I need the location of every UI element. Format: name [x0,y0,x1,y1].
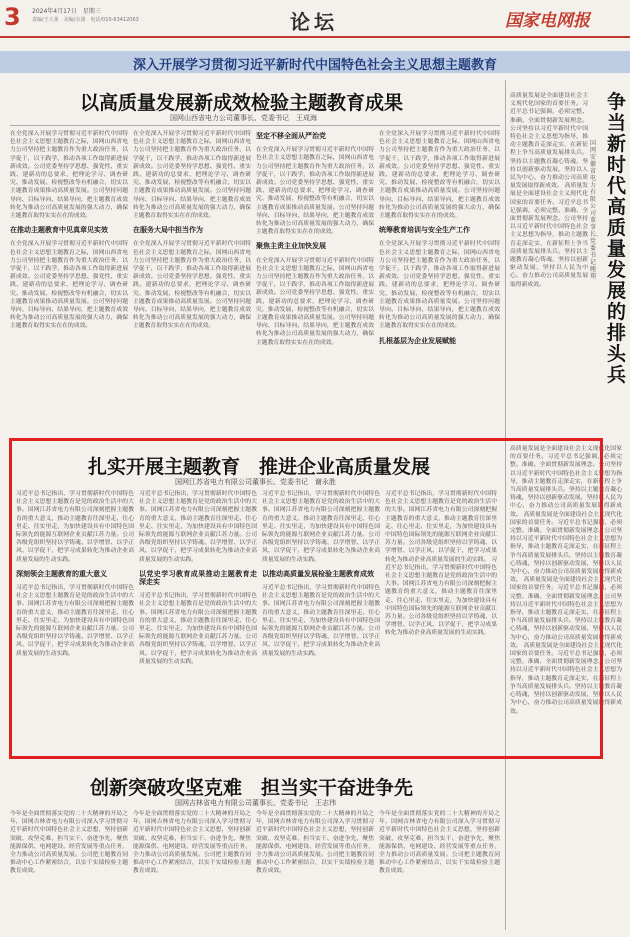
article3-column-3: 今年是全面贯彻落实党的二十大精神的开局之年，国网吉林省电力有限公司深入学习贯彻习近平新时代中国特色社会主义思想，坚持创新突破、攻坚克难，担当实干、奋进争先，聚焦能源保供、电网建设、经营发展等重点任务，全力推动公司高质量发展。公司把主题教育同推动中心工作紧密结合，以实干实绩检验主题教育成效。 [256,811,374,875]
article2-column-4: 习近平总书记指出，学习贯彻新时代中国特色社会主义思想主题教育是党的政治生活中的大事。国网江苏省电力有限公司深刻把握主题教育的重大意义，推动主题教育往深里走、往心里走、往实里走，为加快建设具有中国特色国际领先的能源互联网企业贡献江苏力量。公司各级党组织坚持以学铸魂、以学增智、以学正风、以学促干，把学习成果转化为推动企业高质量发展的生动实践。 习近平总书记指出，学习贯彻新时代中国特色社会主义思想主题教育是党的政治生活中的大事。国网江苏省电力有限公司深刻把握主题教育的重大意义，推动主题教育往深里走、往心里走、往实里走，为加快建设具有中国特色国际领先的能源互联网企业贡献江苏力量。公司各级党组织坚持以学铸魂、以学增智、以学正风、以学促干，把学习成果转化为推动企业高质量发展的生动实践。 [385,491,497,637]
newspaper-logo: 国家电网报 [505,11,590,31]
article2-column-3: 习近平总书记指出，学习贯彻新时代中国特色社会主义思想主题教育是党的政治生活中的大事。国网江苏省电力有限公司深刻把握主题教育的重大意义，推动主题教育往深里走、往心里走、往实里走，为加快建设具有中国特色国际领先的能源互联网企业贡献江苏力量。公司各级党组织坚持以学铸魂、以学增智、以学正风、以学促干，把学习成果转化为推动企业高质量发展的生动实践。 以推动高质量发展检验主题教育成效 习近平总书记指出，学习贯彻新时代中国特色社会主义思想主题教育是党的政治生活中的大事。国网江苏省电力有限公司深刻把握主题教育的重大意义，推动主题教育往深里走、往心里走、往实里走，为加快建设具有中国特色国际领先的能源互联网企业贡献江苏力量。公司各级党组织坚持以学铸魂、以学增智、以学正风、以学促干，把学习成果转化为推动企业高质量发展的生动实践。 [262,491,380,657]
article2-subhead: 以党史学习教育成果推动主题教育走深走实 [139,568,257,587]
article1-subhead: 坚定不移全面从严治党 [256,131,326,140]
article1-subhead: 扎根基层为企业发展赋能 [379,335,456,345]
article2-subhead: 深刻领会主题教育的重大意义 [16,568,107,578]
article3-column-1: 今年是全面贯彻落实党的二十大精神的开局之年，国网吉林省电力有限公司深入学习贯彻习近平新时代中国特色社会主义思想，坚持创新突破、攻坚克难，担当实干、奋进争先，聚焦能源保供、电网建设、经营发展等重点任务，全力推动公司高质量发展。公司把主题教育同推动中心工作紧密结合，以实干实绩检验主题教育成效。 [10,811,128,875]
sidebar-title: 争当新时代高质量发展的排头兵 [607,91,627,386]
article1-byline: 国网山西省电力公司董事长、党委书记 王成海 [170,114,317,122]
article1-column-2: 在全党深入开展学习贯彻习近平新时代中国特色社会主义思想主题教育之际，国网山西省电力公司坚持把主题教育作为重大政治任务，以学促干，以干践学，推动各项工作取得新进展新成效。公司党委坚持学思想、强党性、重实践、建新功的总要求，把理论学习、调查研究、推动发展、检视整改等有机融合，切实以主题教育成果推动高质量发展。公司坚持问题导向、目标导向、结果导向，把主题教育成效转化为推动公司高质量发展的强大动力，确保主题教育取得实实在在的成效。 在服务大局中担当作为 在全党深入开展学习贯彻习近平新时代中国特色社会主义思想主题教育之际，国网山西省电力公司坚持把主题教育作为重大政治任务，以学促干，以干践学，推动各项工作取得新进展新成效。公司党委坚持学思想、强党性、重实践、建新功的总要求，把理论学习、调查研究、推动发展、检视整改等有机融合，切实以主题教育成果推动高质量发展。公司坚持问题导向、目标导向、结果导向，把主题教育成效转化为推动公司高质量发展的强大动力，确保主题教育取得实实在在的成效。 [133,131,251,330]
article3-column-4: 今年是全面贯彻落实党的二十大精神的开局之年，国网吉林省电力有限公司深入学习贯彻习近平新时代中国特色社会主义思想，坚持创新突破、攻坚克难，担当实干、奋进争先，聚焦能源保供、电网建设、经营发展等重点任务，全力推动公司高质量发展。公司把主题教育同推动中心工作紧密结合，以实干实绩检验主题教育成效。 [379,811,500,875]
article3-column-2: 今年是全面贯彻落实党的二十大精神的开局之年，国网吉林省电力有限公司深入学习贯彻习近平新时代中国特色社会主义思想，坚持创新突破、攻坚克难，担当实干、奋进争先，聚焦能源保供、电网建设、经营发展等重点任务，全力推动公司高质量发展。公司把主题教育同推动中心工作紧密结合，以实干实绩检验主题教育成效。 [133,811,251,875]
sidebar-byline: 国网安徽省电力有限公司董事长、党委书记 鲍翔 [590,140,603,280]
editor-info: 责编/王大莱 美编/余潇 电话/010-63412063 [32,17,139,23]
banner-text: 深入开展学习贯彻习近平新时代中国特色社会主义思想主题教育 [132,58,497,73]
divider [10,125,500,126]
article3-title: 创新突破攻坚克难 担当实干奋进争先 [90,777,414,799]
sidebar-column-2: 高质量发展是全面建设社会主义现代化国家的首要任务。习近平总书记强调，必须完整、准确、全面贯彻新发展理念。公司坚持以习近平新时代中国特色社会主义思想为指导，推动主题教育走深走实，在新征程上争当高质量发展排头兵。坚持以主题教育凝心铸魂，坚持以创新驱动发展，坚持以人民为中心，奋力推动公司高质量发展取得新成效。 高质量发展是全面建设社会主义现代化国家的首要任务。习近平总书记强调，必须完整、准确、全面贯彻新发展理念。公司坚持以习近平新时代中国特色社会主义思想为指导，推动主题教育走深走实，在新征程上争当高质量发展排头兵。坚持以主题教育凝心铸魂，坚持以创新驱动发展，坚持以人民为中心，奋力推动公司高质量发展取得新成效。 高质量发展是全面建设社会主义现代化国家的首要任务。习近平总书记强调，必须完整、准确、全面贯彻新发展理念。公司坚持以习近平新时代中国特色社会主义思想为指导，推动主题教育走深走实，在新征程上争当高质量发展排头兵。坚持以主题教育凝心铸魂，坚持以创新驱动发展，坚持以人民为中心，奋力推动公司高质量发展取得新成效。 高质量发展是全面建设社会主义现代化国家的首要任务。习近平总书记强调，必须完整、准确、全面贯彻新发展理念。公司坚持以习近平新时代中国特色社会主义思想为指导，推动主题教育走深走实，在新征程上争当高质量发展排头兵。坚持以主题教育凝心铸魂，坚持以创新驱动发展，坚持以人民为中心，奋力推动公司高质量发展取得新成效。 [510,446,622,715]
article2-column-2: 习近平总书记指出，学习贯彻新时代中国特色社会主义思想主题教育是党的政治生活中的大事。国网江苏省电力有限公司深刻把握主题教育的重大意义，推动主题教育往深里走、往心里走、往实里走，为加快建设具有中国特色国际领先的能源互联网企业贡献江苏力量。公司各级党组织坚持以学铸魂、以学增智、以学正风、以学促干，把学习成果转化为推动企业高质量发展的生动实践。 以党史学习教育成果推动主题教育走深走实 习近平总书记指出，学习贯彻新时代中国特色社会主义思想主题教育是党的政治生活中的大事。国网江苏省电力有限公司深刻把握主题教育的重大意义，推动主题教育往深里走、往心里走、往实里走，为加快建设具有中国特色国际领先的能源互联网企业贡献江苏力量。公司各级党组织坚持以学铸魂、以学增智、以学正风、以学促干，把学习成果转化为推动企业高质量发展的生动实践。 [139,491,257,665]
article1-column-1: 在全党深入开展学习贯彻习近平新时代中国特色社会主义思想主题教育之际，国网山西省电力公司坚持把主题教育作为重大政治任务，以学促干，以干践学，推动各项工作取得新进展新成效。公司党委坚持学思想、强党性、重实践、建新功的总要求，把理论学习、调查研究、推动发展、检视整改等有机融合，切实以主题教育成果推动高质量发展。公司坚持问题导向、目标导向、结果导向，把主题教育成效转化为推动公司高质量发展的强大动力，确保主题教育取得实实在在的成效。 在推动主题教育中见真章见实效 在全党深入开展学习贯彻习近平新时代中国特色社会主义思想主题教育之际，国网山西省电力公司坚持把主题教育作为重大政治任务，以学促干，以干践学，推动各项工作取得新进展新成效。公司党委坚持学思想、强党性、重实践、建新功的总要求，把理论学习、调查研究、推动发展、检视整改等有机融合，切实以主题教育成果推动高质量发展。公司坚持问题导向、目标导向、结果导向，把主题教育成效转化为推动公司高质量发展的强大动力，确保主题教育取得实实在在的成效。 [10,131,128,330]
article1-subhead: 聚焦主责主业加快发展 [256,241,326,251]
article1-column-3: 坚定不移全面从严治党 在全党深入开展学习贯彻习近平新时代中国特色社会主义思想主题教育之际，国网山西省电力公司坚持把主题教育作为重大政治任务，以学促干，以干践学，推动各项工作取得新进展新成效。公司党委坚持学思想、强党性、重实践、建新功的总要求，把理论学习、调查研究、推动发展、检视整改等有机融合，切实以主题教育成果推动高质量发展。公司坚持问题导向、目标导向、结果导向，把主题教育成效转化为推动公司高质量发展的强大动力，确保主题教育取得实实在在的成效。 聚焦主责主业加快发展 在全党深入开展学习贯彻习近平新时代中国特色社会主义思想主题教育之际，国网山西省电力公司坚持把主题教育作为重大政治任务，以学促干，以干践学，推动各项工作取得新进展新成效。公司党委坚持学思想、强党性、重实践、建新功的总要求，把理论学习、调查研究、推动发展、检视整改等有机融合，切实以主题教育成果推动高质量发展。公司坚持问题导向、目标导向、结果导向，把主题教育成效转化为推动公司高质量发展的强大动力，确保主题教育取得实实在在的成效。 [256,131,374,346]
article2-subhead: 以推动高质量发展检验主题教育成效 [262,568,374,578]
article2-column-1: 习近平总书记指出，学习贯彻新时代中国特色社会主义思想主题教育是党的政治生活中的大事。国网江苏省电力有限公司深刻把握主题教育的重大意义，推动主题教育往深里走、往心里走、往实里走，为加快建设具有中国特色国际领先的能源互联网企业贡献江苏力量。公司各级党组织坚持以学铸魂、以学增智、以学正风、以学促干，把学习成果转化为推动企业高质量发展的生动实践。 深刻领会主题教育的重大意义 习近平总书记指出，学习贯彻新时代中国特色社会主义思想主题教育是党的政治生活中的大事。国网江苏省电力有限公司深刻把握主题教育的重大意义，推动主题教育往深里走、往心里走、往实里走，为加快建设具有中国特色国际领先的能源互联网企业贡献江苏力量。公司各级党组织坚持以学铸魂、以学增智、以学正风、以学促干，把学习成果转化为推动企业高质量发展的生动实践。 [16,491,134,657]
article1-column-4: 在全党深入开展学习贯彻习近平新时代中国特色社会主义思想主题教育之际，国网山西省电力公司坚持把主题教育作为重大政治任务，以学促干，以干践学，推动各项工作取得新进展新成效。公司党委坚持学思想、强党性、重实践、建新功的总要求，把理论学习、调查研究、推动发展、检视整改等有机融合，切实以主题教育成果推动高质量发展。公司坚持问题导向、目标导向、结果导向，把主题教育成效转化为推动公司高质量发展的强大动力，确保主题教育取得实实在在的成效。 统筹教育培训与安全生产工作 在全党深入开展学习贯彻习近平新时代中国特色社会主义思想主题教育之际，国网山西省电力公司坚持把主题教育作为重大政治任务，以学促干，以干践学，推动各项工作取得新进展新成效。公司党委坚持学思想、强党性、重实践、建新功的总要求，把理论学习、调查研究、推动发展、检视整改等有机融合，切实以主题教育成果推动高质量发展。公司坚持问题导向、目标导向、结果导向，把主题教育成效转化为推动公司高质量发展的强大动力，确保主题教育取得实实在在的成效。 扎根基层为企业发展赋能 [379,131,500,345]
article1-subhead: 在推动主题教育中见真章见实效 [10,225,108,235]
article1-title: 以高质量发展新成效检验主题教育成果 [80,92,404,114]
page-number: 3 [4,3,21,31]
article2-title: 扎实开展主题教育 推进企业高质量发展 [88,456,431,478]
article2-byline: 国网江苏省电力有限公司董事长、党委书记 谢永胜 [175,478,336,486]
article3-byline: 国网吉林省电力有限公司董事长、党委书记 王志伟 [175,799,336,807]
article1-subhead: 在服务大局中担当作为 [133,225,203,235]
issue-date: 2024年4月17日 星期三 [32,8,101,15]
article1-subhead: 统筹教育培训与安全生产工作 [379,225,470,235]
section-title: 论坛 [290,10,338,34]
sidebar-column-1: 高质量发展是全面建设社会主义现代化国家的首要任务。习近平总书记强调，必须完整、准确、全面贯彻新发展理念。公司坚持以习近平新时代中国特色社会主义思想为指导，推动主题教育走深走实，在新征程上争当高质量发展排头兵。坚持以主题教育凝心铸魂，坚持以创新驱动发展，坚持以人民为中心，奋力推动公司高质量发展取得新成效。 高质量发展是全面建设社会主义现代化国家的首要任务。习近平总书记强调，必须完整、准确、全面贯彻新发展理念。公司坚持以习近平新时代中国特色社会主义思想为指导，推动主题教育走深走实，在新征程上争当高质量发展排头兵。坚持以主题教育凝心铸魂，坚持以创新驱动发展，坚持以人民为中心，奋力推动公司高质量发展取得新成效。 [510,93,588,288]
